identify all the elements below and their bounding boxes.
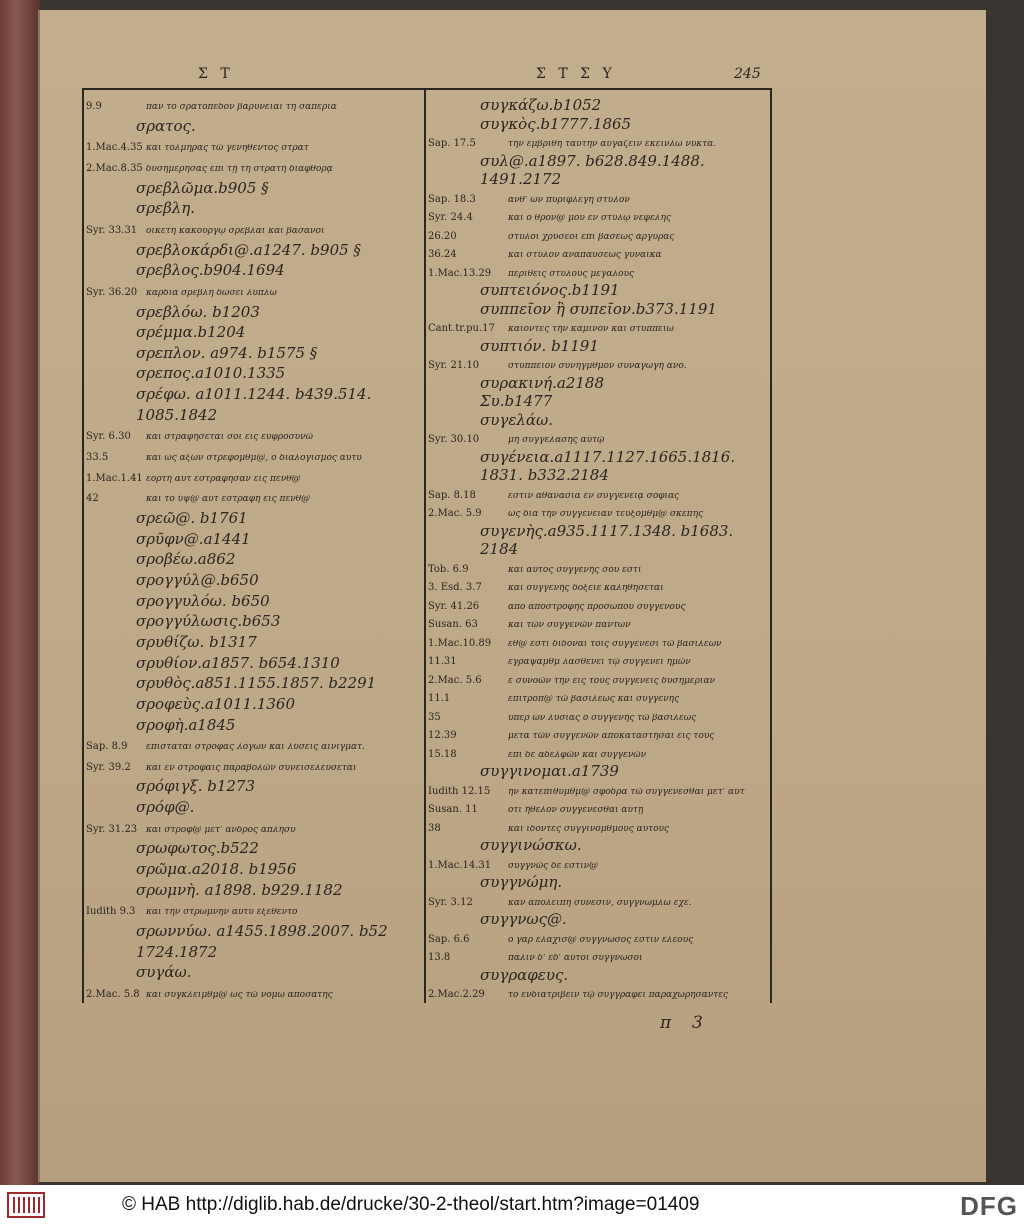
citation-text: συγγνῶς δὲ ἔστιν@ <box>508 861 599 871</box>
headword: σρυθίζω. b1317 <box>136 632 257 651</box>
citation-text: περιθεὶς στύλους μεγάλους <box>508 269 635 279</box>
citation-ref: Syr. 30.10 <box>428 434 480 445</box>
citation-text: καὶ στῦλον ἀναπαύσεως γυναῖκα <box>508 251 662 260</box>
citation-ref: 26.20 <box>428 230 457 242</box>
citation-text: καὶ συγκλείμθμ@ ὡς τῶ νόμω ἀποσάτης <box>146 991 333 1000</box>
citation-text: ἦν κατεπιθυμθμ@ σφόδρα τῶ συγγενέσθαι μετ' αὐτ <box>508 787 745 797</box>
citation-text: καὶ ὁ θρόν@ μου ἐν στύλῳ νεφέλης <box>508 214 671 223</box>
citation-ref: Syr. 31.23 <box>86 823 138 835</box>
citation-ref: Sap. 6.6 <box>428 933 470 945</box>
citation-text: καὶ τὸ ὕψ@ αὐτ ἐστράφη εἰς πένθ@ <box>146 495 311 505</box>
citation-text: στυππεῖον συνηγμθμον συναγωγὴ ἀνό. <box>508 362 687 371</box>
citation-text: καὶ ἰδόντες συγγινομθμους αὐτοὺς <box>508 824 670 834</box>
headword: 1491.2172 <box>480 170 562 188</box>
citation-text: ἐπὶ δὲ ἀδελφῶν καὶ συγγενῶν <box>508 750 647 760</box>
citation-text: τὴν ἐμβριθῆ ταύτην αὐγάζειν ἐκείνλω νύκτα. <box>508 140 717 149</box>
citation-ref: 35 <box>428 711 441 723</box>
citation-text: δυσημερήσας ἐπὶ τῇ τῆ στρατῆ διαφθορᾷ <box>146 164 333 174</box>
citation-ref: Sap. 8.18 <box>428 489 476 501</box>
citation-ref: 2.Mac. 5.8 <box>86 989 140 1000</box>
citation-text: καὶ αὐτὸς συγγενὴς σου ἐστὶ <box>508 565 642 575</box>
headword: συγγινώσκω. <box>480 836 582 854</box>
citation-ref: 1.Mac.1.41 <box>86 472 143 484</box>
citation-text: καὶ ἐν στροφαῖς παραβολῶν συνεισελεύσεται <box>146 763 357 773</box>
citation-text: ἀνθ' ὧν πυριφλεγῆ στῦλον <box>508 195 630 205</box>
citation-ref: 42 <box>86 493 99 505</box>
citation-text: ὁ γὰρ ἐλάχισ@ συγγνωσός ἐστιν ἐλέους <box>508 935 694 945</box>
citation-text: καὶ συγγενὴς δόξειε καλήθησεται <box>508 584 664 593</box>
headword: σρογγυλόω. b650 <box>136 591 270 610</box>
citation-text: στῦλοι χρύσεοι ἐπὶ βάσεως ἀργυρᾶς <box>508 232 675 242</box>
citation-ref: Syr. 39.2 <box>86 761 131 773</box>
citation-text: ἐγράψαμθμ λασθένει τῷ συγγενεῖ ἡμῶν <box>508 658 691 667</box>
citation-ref: 11.31 <box>428 656 457 667</box>
column-divider <box>424 88 426 1003</box>
book-page <box>38 10 986 1182</box>
headword: συπτειόνος.b1191 <box>480 281 620 299</box>
citation-text: καρδία σρεβλὴ δώσει λύπλω <box>146 288 277 298</box>
citation-ref: 12.39 <box>428 730 457 741</box>
citation-text: καίοντες τὴν κάμινον καὶ στυππεῖω <box>508 325 674 334</box>
citation-ref: Syr. 3.12 <box>428 896 473 908</box>
headword: συγκάζω.b1052 <box>480 96 602 114</box>
headword: συγάω. <box>136 963 192 982</box>
signature-mark: π <box>660 1013 672 1033</box>
headword: σρέμμα.b1204 <box>136 323 246 342</box>
citation-ref: 2.Mac. 5.6 <box>428 674 482 686</box>
running-head-left: Σ Τ <box>198 66 234 82</box>
citation-text: ἔθ@ ἐστὶ διδόναι τοῖς συγγενέσι τῶ βασιλέων <box>508 639 722 649</box>
citation-text: καὶ τὴν στρωμνὴν αὐτῦ ἐξεθεντο <box>146 908 298 918</box>
citation-ref: 2.Mac.2.29 <box>428 989 485 1000</box>
headword: σρυθὸς.a851.1155.1857. b2291 <box>136 674 377 693</box>
headword: σροφεὺς.a1011.1360 <box>136 694 295 713</box>
citation-ref: 2.Mac.8.35 <box>86 162 143 174</box>
headword: 1831. b332.2184 <box>480 466 609 484</box>
citation-text: πάν τὸ σρατόπεδον βαρυνεῖαι τῆ σαπερία <box>146 103 337 112</box>
headword: σρεπλον. a974. b1575 § <box>136 343 318 362</box>
citation-ref: 13.8 <box>428 952 451 963</box>
citation-text: ἐπίτροπ@ τῶ βασιλέως καὶ συγγενὴς <box>508 695 680 704</box>
headword: σρεβλόω. b1203 <box>136 302 260 321</box>
citation-ref: Cant.tr.pu.17 <box>428 323 495 334</box>
hab-logo-icon <box>6 1191 46 1219</box>
headword: συππεῖον ἢ συπεῖον.b373.1191 <box>480 299 717 318</box>
headword: σρογγύλ@.b650 <box>136 570 259 589</box>
citation-ref: Tob. 6.9 <box>428 563 469 575</box>
headword: σρεβλῶμα.b905 § <box>136 178 269 197</box>
citation-ref: 9.9 <box>86 101 102 112</box>
headword: σρωμνὴ. a1898. b929.1182 <box>136 880 343 899</box>
headword: συγελάω. <box>480 410 554 429</box>
headword: σροβέω.a862 <box>136 550 236 569</box>
citation-text: τὸ ἐνδιατρίβειν τῷ συγγραφεῖ παραχωρήσαντες <box>508 991 729 1000</box>
headword: σρεῶ@. b1761 <box>136 509 248 528</box>
citation-ref: Susan. 11 <box>428 804 478 815</box>
citation-text: πάλιν δ' ἐδ' αὐτοὶ συγγνωσοί <box>508 954 643 963</box>
headword: σρόφιγξ. b1273 <box>136 777 256 796</box>
citation-ref: 1.Mac.4.35 <box>86 142 143 154</box>
headword: Συ.b1477 <box>480 392 553 410</box>
citation-ref: 1.Mac.14.31 <box>428 859 492 871</box>
citation-text: οἰκέτη κακούργῳ σρέβλαι καὶ βάσανοι <box>146 226 325 236</box>
citation-text: μὴ συγγελάσης αὐτῷ <box>508 436 605 445</box>
headword: σρῶμα.a2018. b1956 <box>136 860 297 879</box>
headword: συγενὴς.a935.1117.1348. b1683. <box>480 521 734 540</box>
citation-text: κἂν ἀπολείπη σύνεσιν, συγγνώμλω ἔχε. <box>508 898 692 908</box>
headword: σρωννύω. a1455.1898.2007. b52 <box>136 922 388 941</box>
copyright-url[interactable]: © HAB http://diglib.hab.de/drucke/30-2-theol/start.htm?image=01409 <box>122 1194 700 1215</box>
citation-text: καὶ τῶν συγγενῶν πάντων <box>508 621 631 630</box>
headword: σρεβλος.b904.1694 <box>136 261 285 280</box>
running-head-center: Σ Τ Σ Υ <box>536 66 616 82</box>
citation-ref: 1.Mac.13.29 <box>428 267 492 279</box>
headword: σροφὴ.a1845 <box>136 715 236 734</box>
headword: συγγινομαι.a1739 <box>480 762 619 780</box>
citation-text: ἑορτὴ αὐτ ἐστράφησαν εἰς πένθ@ <box>146 474 301 484</box>
citation-text: ἐπίσταται στροφὰς λόγων καὶ λύσεις αἰνιγμάτ. <box>146 743 365 753</box>
citation-ref: Syr. 24.4 <box>428 212 473 223</box>
headword: συγκὸς.b1777.1865 <box>480 114 632 133</box>
citation-text: καὶ τολμηρὰς τῶ γενηθέντος στρατ <box>146 144 309 154</box>
headword: συπτιόν. b1191 <box>480 336 599 355</box>
headword: σρατος. <box>136 116 196 135</box>
citation-ref: Sap. 18.3 <box>428 193 476 205</box>
citation-text: καὶ στρόφ@ μετ' ἀνδρὸς ἀπλήσυ <box>146 825 296 835</box>
citation-ref: 36.24 <box>428 249 457 260</box>
headword: συγγνως@. <box>480 910 567 928</box>
citation-text: ὅτι ἤθελον συγγενέσθαι αὐτῇ <box>508 806 644 815</box>
headword: συρακινή.a2188 <box>480 373 605 392</box>
headword: συγένεια.a1117.1127.1665.1816. <box>480 447 736 466</box>
right-rule <box>770 88 772 1003</box>
citation-ref: Syr. 41.26 <box>428 600 480 612</box>
citation-ref: 38 <box>428 822 441 834</box>
headword: σρῦφν@.a1441 <box>136 529 251 548</box>
citation-ref: Syr. 33.31 <box>86 224 138 236</box>
citation-ref: 11.1 <box>428 693 451 704</box>
headword: σρωφωτος.b522 <box>136 839 259 858</box>
citation-ref: Iudith 12.15 <box>428 785 491 797</box>
headword: σρεβλη. <box>136 199 196 218</box>
citation-ref: Susan. 63 <box>428 619 478 630</box>
signature-number: 3 <box>692 1013 703 1033</box>
headword: σρεβλοκάρδι@.a1247. b905 § <box>136 240 361 259</box>
headword: 1724.1872 <box>136 942 218 961</box>
citation-ref: Syr. 21.10 <box>428 360 480 371</box>
left-rule <box>82 88 84 1003</box>
headword: συγραφευς. <box>480 965 569 984</box>
page-number: 245 <box>734 66 761 82</box>
citation-ref: Iudith 9.3 <box>86 906 136 918</box>
citation-ref: Sap. 8.9 <box>86 741 128 753</box>
top-rule <box>82 88 772 90</box>
book-spine <box>0 0 40 1185</box>
footer-bar <box>0 1185 1024 1225</box>
citation-ref: Sap. 17.5 <box>428 138 476 149</box>
citation-ref: 15.18 <box>428 748 457 760</box>
headword: σρεπος.a1010.1335 <box>136 364 286 383</box>
headword: συγγνώμη. <box>480 873 563 891</box>
citation-text: ἐ συνοῶν τὴν εἰς τοὺς συγγενεῖς δυσημερίαν <box>508 676 716 686</box>
citation-ref: 1.Mac.10.89 <box>428 637 492 649</box>
citation-text: καὶ στραφήσεταί σοι εἰς εὐφροσυνῶ <box>146 433 313 443</box>
headword: σρόφ@. <box>136 798 195 817</box>
headword: 2184 <box>480 540 519 558</box>
citation-ref: 3. Esd. 3.7 <box>428 582 482 593</box>
citation-text: μετὰ τῶν συγγενῶν ἀποκαταστῆσαι εἰς τοὺς <box>508 732 715 741</box>
headword: σρογγύλωσις.b653 <box>136 612 281 631</box>
citation-text: ὑπὲρ ὧν λυσίας ὁ συγγενὴς τῶ βασιλέως <box>508 713 697 723</box>
citation-text: ὡς διὰ τὴν συγγένειαν τευξόμθμ@ σκέπης <box>508 510 704 519</box>
citation-text: ἀπὸ ἀποστροφῆς προσώπου συγγενοῦς <box>508 602 686 612</box>
citation-text: ἔστιν ἀθανασία ἐν συγγενείᾳ σοφίας <box>508 491 680 501</box>
headword: σρυθίον.a1857. b654.1310 <box>136 653 340 672</box>
dfg-logo: DFG <box>960 1191 1018 1221</box>
citation-text: καὶ ὡς ἄξων στρεφόμθμ@, ὁ διαλογισμὸς αὐτῦ <box>146 454 362 464</box>
citation-ref: Syr. 6.30 <box>86 431 131 443</box>
citation-ref: Syr. 36.20 <box>86 286 138 298</box>
citation-ref: 2.Mac. 5.9 <box>428 508 482 519</box>
citation-ref: 33.5 <box>86 452 109 464</box>
headword: 1085.1842 <box>136 405 218 424</box>
headword: συλ@.a1897. b628.849.1488. <box>480 151 705 170</box>
headword: σρέφω. a1011.1244. b439.514. <box>136 385 372 404</box>
